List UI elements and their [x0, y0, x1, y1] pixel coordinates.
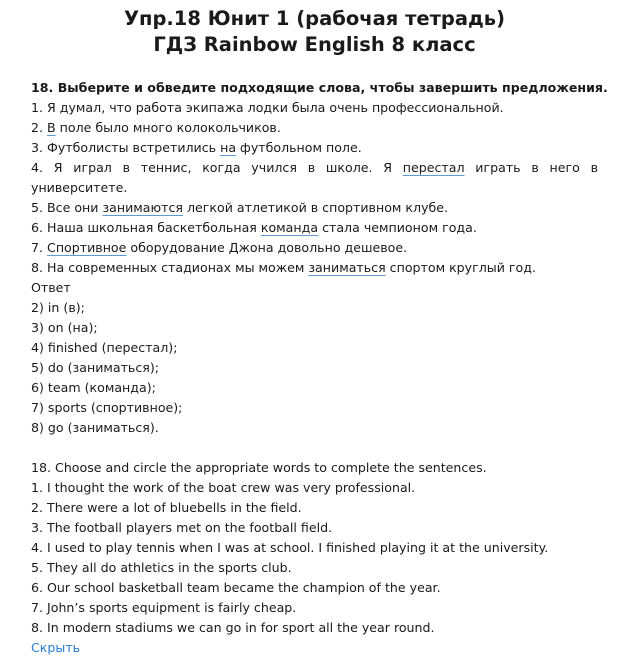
sentence-en: 3. The football players met on the football field.: [31, 520, 333, 535]
answer-item: 8) go (заниматься).: [31, 420, 159, 435]
answer-label: Ответ: [31, 280, 71, 295]
page-title-line-2: ГДЗ Rainbow English 8 класс: [153, 33, 476, 56]
sentence-ru-6: [31, 218, 598, 238]
sentence-text: стала чемпионом года.: [318, 220, 477, 235]
sentence-en: 4. I used to play tennis when I was at school. I finished playing it at the university.: [31, 540, 549, 555]
sentence-ru-5: [31, 198, 598, 218]
sentence-en: 7. John’s sports equipment is fairly cheap.: [31, 600, 297, 615]
answer-item: 5) do (заниматься);: [31, 360, 160, 375]
sentence-text: 6. Наша школьная баскетбольная: [31, 220, 261, 235]
answer-word: команда: [260, 220, 319, 235]
sentence-text: 7.: [31, 240, 48, 255]
sentence-en: 8. In modern stadiums we can go in for sport all the year round.: [31, 620, 435, 635]
exercise-content: [31, 78, 608, 658]
answer-word: Спортивное: [47, 240, 127, 255]
answer-item: 4) finished (перестал);: [31, 340, 178, 355]
answer-word: перестал: [402, 160, 465, 175]
answer-word: заниматься: [308, 260, 386, 275]
task-heading-ru: 18. Выберите и обведите подходящие слова, чтобы завершить предложения.: [31, 80, 608, 95]
sentence-text: 3. Футболисты встретились: [31, 140, 221, 155]
answer-item: 6) team (команда);: [31, 380, 156, 395]
sentence-text: оборудование Джона довольно дешевое.: [126, 240, 408, 255]
answer-word: на: [220, 140, 237, 155]
sentence-text: спортом круглый год.: [385, 260, 536, 275]
sentence-ru-7: [31, 238, 598, 258]
answer-item: 2) in (в);: [31, 300, 85, 315]
sentence-ru-4: [31, 158, 598, 198]
hide-answer-link[interactable]: Скрыть: [31, 640, 81, 655]
answer-word: занимаются: [102, 200, 183, 215]
sentence-en: 5. They all do athletics in the sports club.: [31, 560, 292, 575]
sentence-text: 4. Я играл в теннис, когда учился в школе. Я: [31, 160, 403, 175]
sentence-ru-8: [31, 258, 598, 278]
section-spacer: [31, 438, 598, 458]
answer-item: 3) on (на);: [31, 320, 98, 335]
sentence-en: 2. There were a lot of bluebells in the field.: [31, 500, 302, 515]
answer-word: В: [47, 120, 56, 135]
answer-item: 7) sports (спортивное);: [31, 400, 183, 415]
sentence-ru-3: [31, 138, 598, 158]
sentence-text: футбольном поле.: [236, 140, 362, 155]
page-title-line-1: Упр.18 Юнит 1 (рабочая тетрадь): [123, 7, 506, 30]
task-heading-en: 18. Choose and circle the appropriate words to complete the sentences.: [31, 460, 487, 475]
sentence-en: 1. I thought the work of the boat crew was very professional.: [31, 480, 416, 495]
page-title: [31, 0, 598, 58]
sentence-text: 2.: [31, 120, 48, 135]
sentence-ru-2: [31, 118, 598, 138]
sentence-text: легкой атлетикой в спортивном клубе.: [182, 200, 449, 215]
sentence-text: 8. На современных стадионах мы можем: [31, 260, 309, 275]
sentence-text: играть в него в университете.: [31, 160, 598, 195]
sentence-text: поле было много колокольчиков.: [55, 120, 281, 135]
sentence-text: 5. Все они: [31, 200, 103, 215]
sentence-en: 6. Our school basketball team became the champion of the year.: [31, 580, 441, 595]
sentence-ru-1: 1. Я думал, что работа экипажа лодки была очень профессиональной.: [31, 100, 504, 115]
